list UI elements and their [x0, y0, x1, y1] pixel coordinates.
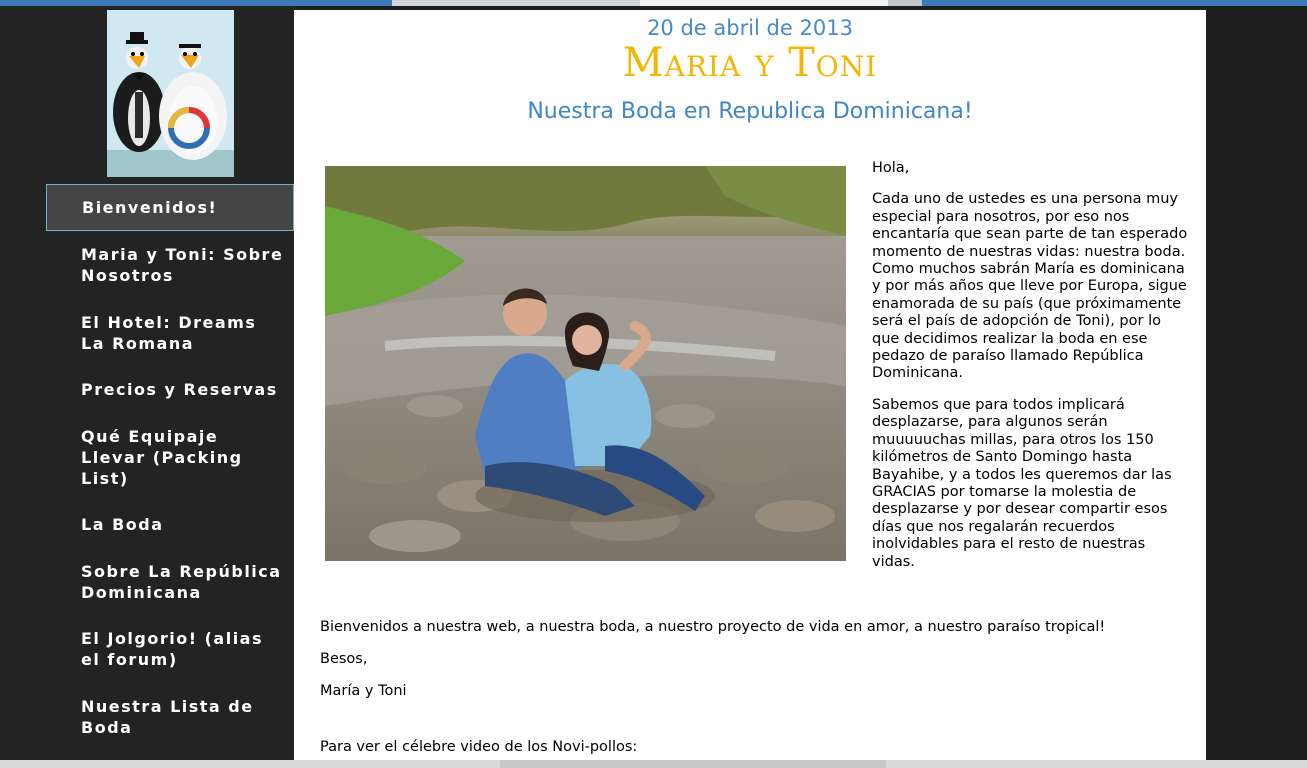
nav-item-label: El Jolgorio! (alias el forum) — [81, 629, 263, 669]
nav-item-label: El Hotel: Dreams La Romana — [81, 313, 257, 353]
nav-item-packing-list[interactable] — [46, 426, 294, 489]
nav-item-hotel[interactable] — [46, 312, 294, 354]
browser-tab[interactable] — [888, 0, 922, 6]
nav-item-label: Qué Equipaje Llevar (Packing List) — [81, 427, 243, 488]
closing-text: Besos, — [320, 651, 368, 667]
nav-item-republica-dominicana[interactable] — [46, 561, 294, 603]
nav-item-label: Precios y Reservas — [81, 380, 278, 399]
nav-item-label: Sobre La República Dominicana — [81, 562, 282, 602]
nav-item-la-boda[interactable] — [46, 514, 294, 535]
taskbar-strip — [0, 760, 1307, 768]
nav-item-label: Nuestra Lista de Boda — [81, 697, 254, 737]
welcome-section — [320, 618, 1190, 768]
browser-tab[interactable] — [392, 0, 640, 6]
welcome-paragraph: Bienvenidos a nuestra web, a nuestra boda, a nuestro proyecto de vida en amor, a nuestro paraíso tropical! — [320, 619, 1106, 635]
wedding-date: 20 de abril de 2013 — [647, 16, 853, 40]
nav-item-label: Maria y Toni: Sobre Nosotros — [81, 245, 284, 285]
main-content — [294, 10, 1206, 768]
couple-photo — [325, 166, 846, 561]
nav-item-label: La Boda — [81, 515, 164, 534]
sidebar — [0, 6, 294, 768]
intro-paragraph: Cada uno de ustedes es una persona muy especial para nosotros, por eso nos encantaría que sean parte de tan esperado momento de nuestras vidas: nuestra boda. Como muchos sabrán María es dominicana y por más años que lleve por Europa, sigue enamorada de su país (que próximamente será el país de adopción de Toni), por lo que decidimos realizar la boda en ese pedazo de paraíso llamado República Dominicana. — [872, 191, 1188, 382]
signature-text: María y Toni — [320, 683, 407, 699]
intro-paragraph: Sabemos que para todos implicará desplazarse, para algunos serán muuuuuchas millas, para otros los 150 kilómetros de Santo Domingo hasta Bayahibe, y a todos les queremos dar las GRACIAS por tomarse la molestia de desplazarse y por desear compartir esos días que nos regalarán recuerdos inolvidables para el resto de nuestras vidas. — [872, 396, 1172, 570]
video-intro-text: Para ver el célebre video de los Novi-pollos: — [320, 739, 638, 755]
nav-item-sobre-nosotros[interactable] — [46, 244, 294, 286]
site-navigation — [46, 184, 294, 738]
nav-item-bienvenidos[interactable] — [46, 184, 294, 231]
greeting: Hola, — [872, 160, 910, 176]
penguin-couple-logo[interactable] — [107, 10, 234, 177]
intro-text — [872, 160, 1190, 585]
nav-item-precios-reservas[interactable] — [46, 379, 294, 400]
browser-tab-active[interactable] — [640, 0, 888, 6]
nav-item-forum[interactable] — [46, 628, 294, 670]
page-subtitle: Nuestra Boda en Republica Dominicana! — [527, 99, 973, 124]
taskbar-item[interactable] — [500, 760, 886, 768]
nav-item-lista-de-boda[interactable] — [46, 696, 294, 738]
nav-item-label: Bienvenidos! — [82, 198, 218, 217]
page-title: Maria y Toni — [622, 40, 878, 86]
